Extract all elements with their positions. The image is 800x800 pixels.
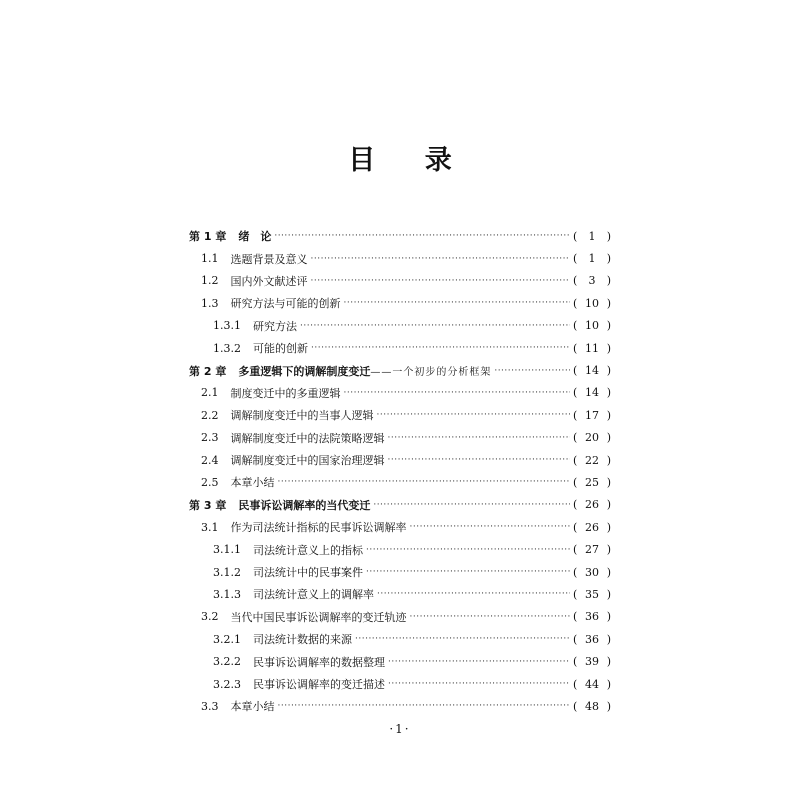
toc-leader-dots xyxy=(311,343,570,353)
toc-page-number: 39 xyxy=(585,655,599,669)
toc-section-row xyxy=(189,292,611,314)
toc-entry-title: 司法统计中的民事案件 xyxy=(253,566,363,580)
toc-entry-number: 1.3.2 xyxy=(213,341,241,355)
toc-section-row xyxy=(189,695,611,717)
toc-section-row xyxy=(189,382,611,404)
toc-section-row xyxy=(189,561,611,583)
toc-section-row xyxy=(189,538,611,560)
toc-leader-dots xyxy=(300,321,570,331)
toc-page-ref: ( 44 ) xyxy=(573,677,611,691)
toc-entry-number: 3.1.1 xyxy=(213,543,241,557)
page-title: 目 录 xyxy=(348,145,472,176)
toc-section-row xyxy=(189,449,611,471)
toc-page-ref: ( 26 ) xyxy=(573,498,611,512)
toc-leader-dots xyxy=(388,455,571,465)
toc-section-row xyxy=(189,583,611,605)
toc-page-number: 3 xyxy=(588,274,596,288)
toc-page-number: 36 xyxy=(585,632,599,646)
toc-page-number: 35 xyxy=(585,587,599,601)
toc-page-number: 1 xyxy=(588,252,596,266)
toc-page-number: 1 xyxy=(588,229,596,243)
toc-page-ref: ( 30 ) xyxy=(573,565,611,579)
toc-entry-title: 多重逻辑下的调解制度变迁 xyxy=(238,364,371,378)
table-of-contents xyxy=(189,225,611,718)
toc-entry-number: 第 3 章 xyxy=(189,498,227,512)
toc-page-number: 44 xyxy=(585,677,599,691)
toc-page-ref: ( 48 ) xyxy=(573,699,611,713)
toc-page-ref: ( 17 ) xyxy=(573,408,611,422)
toc-entry-title: 选题背景及意义 xyxy=(230,252,308,266)
toc-leader-dots xyxy=(278,701,571,711)
toc-entry-title: 作为司法统计指标的民事诉讼调解率 xyxy=(230,521,407,535)
toc-page-ref: ( 3 ) xyxy=(573,274,611,288)
toc-entry-number: 1.3.1 xyxy=(213,319,241,333)
toc-entry-subtitle: ——一个初步的分析框架 xyxy=(370,367,492,379)
toc-leader-dots xyxy=(494,366,570,376)
toc-leader-dots xyxy=(344,298,571,308)
toc-page-number: 14 xyxy=(585,364,599,378)
toc-section-row xyxy=(189,673,611,695)
toc-page-ref: ( 39 ) xyxy=(573,655,611,669)
toc-leader-dots xyxy=(311,276,571,286)
toc-leader-dots xyxy=(278,477,571,487)
toc-chapter-row xyxy=(189,359,611,381)
toc-section-row xyxy=(189,471,611,493)
toc-entry-title: 民事诉讼调解率的变迁描述 xyxy=(253,678,385,691)
page-number: ·1· xyxy=(389,722,411,736)
toc-entry-number: 3.2.2 xyxy=(213,655,241,669)
toc-page-ref: ( 10 ) xyxy=(573,319,611,333)
toc-section-row xyxy=(189,315,611,337)
toc-entry-title: 当代中国民事诉讼调解率的变迁轨迹 xyxy=(230,610,407,624)
toc-page-ref: ( 10 ) xyxy=(573,296,611,310)
toc-page-ref: ( 36 ) xyxy=(573,610,611,624)
toc-section-row xyxy=(189,404,611,426)
toc-section-row xyxy=(189,270,611,292)
toc-page-number: 27 xyxy=(585,543,599,557)
toc-entry-number: 2.3 xyxy=(201,431,219,445)
toc-entry-number: 1.3 xyxy=(201,296,219,310)
toc-entry-title: 司法统计数据的来源 xyxy=(253,633,352,647)
toc-entry-title: 本章小结 xyxy=(230,700,275,714)
toc-entry-title: 调解制度变迁中的法院策略逻辑 xyxy=(230,431,385,445)
toc-section-row xyxy=(189,650,611,672)
toc-leader-dots xyxy=(366,545,570,555)
toc-entry-number: 3.2.3 xyxy=(213,677,241,691)
toc-leader-dots xyxy=(388,433,571,443)
toc-page-number: 17 xyxy=(585,408,599,422)
toc-leader-dots xyxy=(311,254,571,264)
toc-page-ref: ( 22 ) xyxy=(573,453,611,467)
toc-page-number: 26 xyxy=(585,498,599,512)
toc-section-row xyxy=(189,606,611,628)
toc-leader-dots xyxy=(377,410,571,420)
toc-page-ref: ( 20 ) xyxy=(573,431,611,445)
toc-entry-number: 2.1 xyxy=(201,386,219,400)
toc-page-number: 22 xyxy=(585,453,599,467)
toc-section-row xyxy=(189,628,611,650)
toc-page-ref: ( 1 ) xyxy=(573,229,611,243)
toc-entry-number: 2.5 xyxy=(201,475,219,489)
toc-entry-title: 司法统计意义上的调解率 xyxy=(253,588,374,602)
toc-page-ref: ( 14 ) xyxy=(573,386,611,400)
toc-page-number: 25 xyxy=(585,475,599,489)
toc-page-ref: ( 27 ) xyxy=(573,543,611,557)
toc-leader-dots xyxy=(366,567,570,577)
toc-entry-title: 调解制度变迁中的国家治理逻辑 xyxy=(230,454,385,468)
toc-entry-number: 3.1 xyxy=(201,520,219,534)
toc-page-number: 14 xyxy=(585,386,599,400)
toc-entry-number: 2.2 xyxy=(201,408,219,422)
toc-entry-number: 1.1 xyxy=(201,252,219,266)
toc-entry-title: 研究方法 xyxy=(253,319,297,333)
toc-page-ref: ( 35 ) xyxy=(573,587,611,601)
toc-entry-title: 国内外文献述评 xyxy=(230,274,308,288)
toc-section-row xyxy=(189,247,611,269)
toc-chapter-row xyxy=(189,225,611,247)
toc-entry-title: 调解制度变迁中的当事人逻辑 xyxy=(230,409,374,423)
toc-page-number: 20 xyxy=(585,431,599,445)
toc-entry-title: 司法统计意义上的指标 xyxy=(253,543,363,557)
toc-page-number: 11 xyxy=(585,341,599,355)
toc-page-ref: ( 36 ) xyxy=(573,632,611,646)
toc-page-number: 36 xyxy=(585,610,599,624)
toc-leader-dots xyxy=(388,679,570,689)
toc-leader-dots xyxy=(410,522,571,532)
toc-entry-title: 绪 论 xyxy=(238,230,272,244)
toc-page-ref: ( 26 ) xyxy=(573,520,611,534)
toc-page-number: 26 xyxy=(585,520,599,534)
toc-entry-number: 1.2 xyxy=(201,274,219,288)
toc-entry-title: 本章小结 xyxy=(230,476,275,490)
toc-entry-number: 2.4 xyxy=(201,453,219,467)
toc-leader-dots xyxy=(377,589,570,599)
toc-entry-number: 第 2 章 xyxy=(189,364,227,378)
toc-entry-title: 民事诉讼调解率的数据整理 xyxy=(253,655,385,669)
toc-entry-number: 3.1.2 xyxy=(213,565,241,579)
toc-entry-number: 3.3 xyxy=(201,699,219,713)
toc-leader-dots xyxy=(355,634,570,644)
toc-entry-number: 第 1 章 xyxy=(189,230,227,244)
toc-entry-title: 民事诉讼调解率的当代变迁 xyxy=(238,498,371,512)
toc-entry-number: 3.2 xyxy=(201,610,219,624)
toc-page-ref: ( 14 ) xyxy=(573,364,611,378)
toc-page-ref: ( 11 ) xyxy=(573,341,611,355)
toc-leader-dots xyxy=(410,612,571,622)
toc-section-row xyxy=(189,516,611,538)
toc-leader-dots xyxy=(388,657,570,667)
toc-entry-number: 3.1.3 xyxy=(213,587,241,601)
toc-page-ref: ( 25 ) xyxy=(573,475,611,489)
toc-page-number: 30 xyxy=(585,565,599,579)
toc-section-row xyxy=(189,427,611,449)
toc-leader-dots xyxy=(373,500,570,510)
toc-entry-number: 3.2.1 xyxy=(213,632,241,646)
toc-entry-title: 研究方法与可能的创新 xyxy=(230,297,341,311)
toc-page-number: 48 xyxy=(585,699,599,713)
toc-section-row xyxy=(189,337,611,359)
toc-page-ref: ( 1 ) xyxy=(573,252,611,266)
toc-chapter-row xyxy=(189,494,611,516)
toc-page-number: 10 xyxy=(585,296,599,310)
toc-leader-dots xyxy=(344,388,571,398)
toc-entry-title: 可能的创新 xyxy=(253,342,308,356)
toc-entry-title: 制度变迁中的多重逻辑 xyxy=(230,386,341,400)
toc-leader-dots xyxy=(274,231,570,241)
toc-page-number: 10 xyxy=(585,319,599,333)
